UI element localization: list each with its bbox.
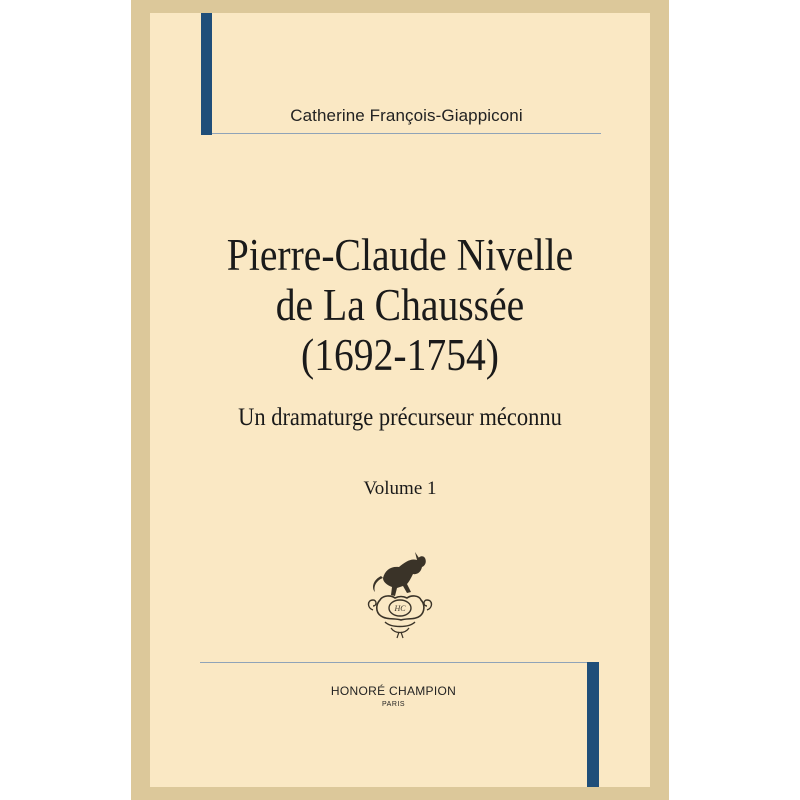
horse-emblem-icon	[355, 540, 445, 640]
book-title	[180, 230, 620, 380]
bottom-rule	[200, 662, 587, 663]
top-accent-bar	[201, 13, 212, 135]
title-line-2: de La Chaussée	[275, 280, 525, 330]
publisher-city: PARIS	[382, 701, 405, 708]
top-rule	[212, 133, 601, 134]
title-line-3: (1692-1754)	[301, 330, 499, 380]
title-line-1: Pierre-Claude Nivelle	[226, 230, 574, 280]
publisher-name: HONORÉ CHAMPION	[330, 684, 457, 698]
volume-label: Volume 1	[363, 478, 437, 499]
emblem-monogram: HC	[394, 604, 406, 613]
author-name: Catherine François-Giappiconi	[290, 106, 523, 125]
book-subtitle: Un dramaturge précurseur méconnu	[238, 404, 562, 431]
bottom-accent-bar	[587, 662, 599, 787]
book-cover	[150, 13, 650, 787]
